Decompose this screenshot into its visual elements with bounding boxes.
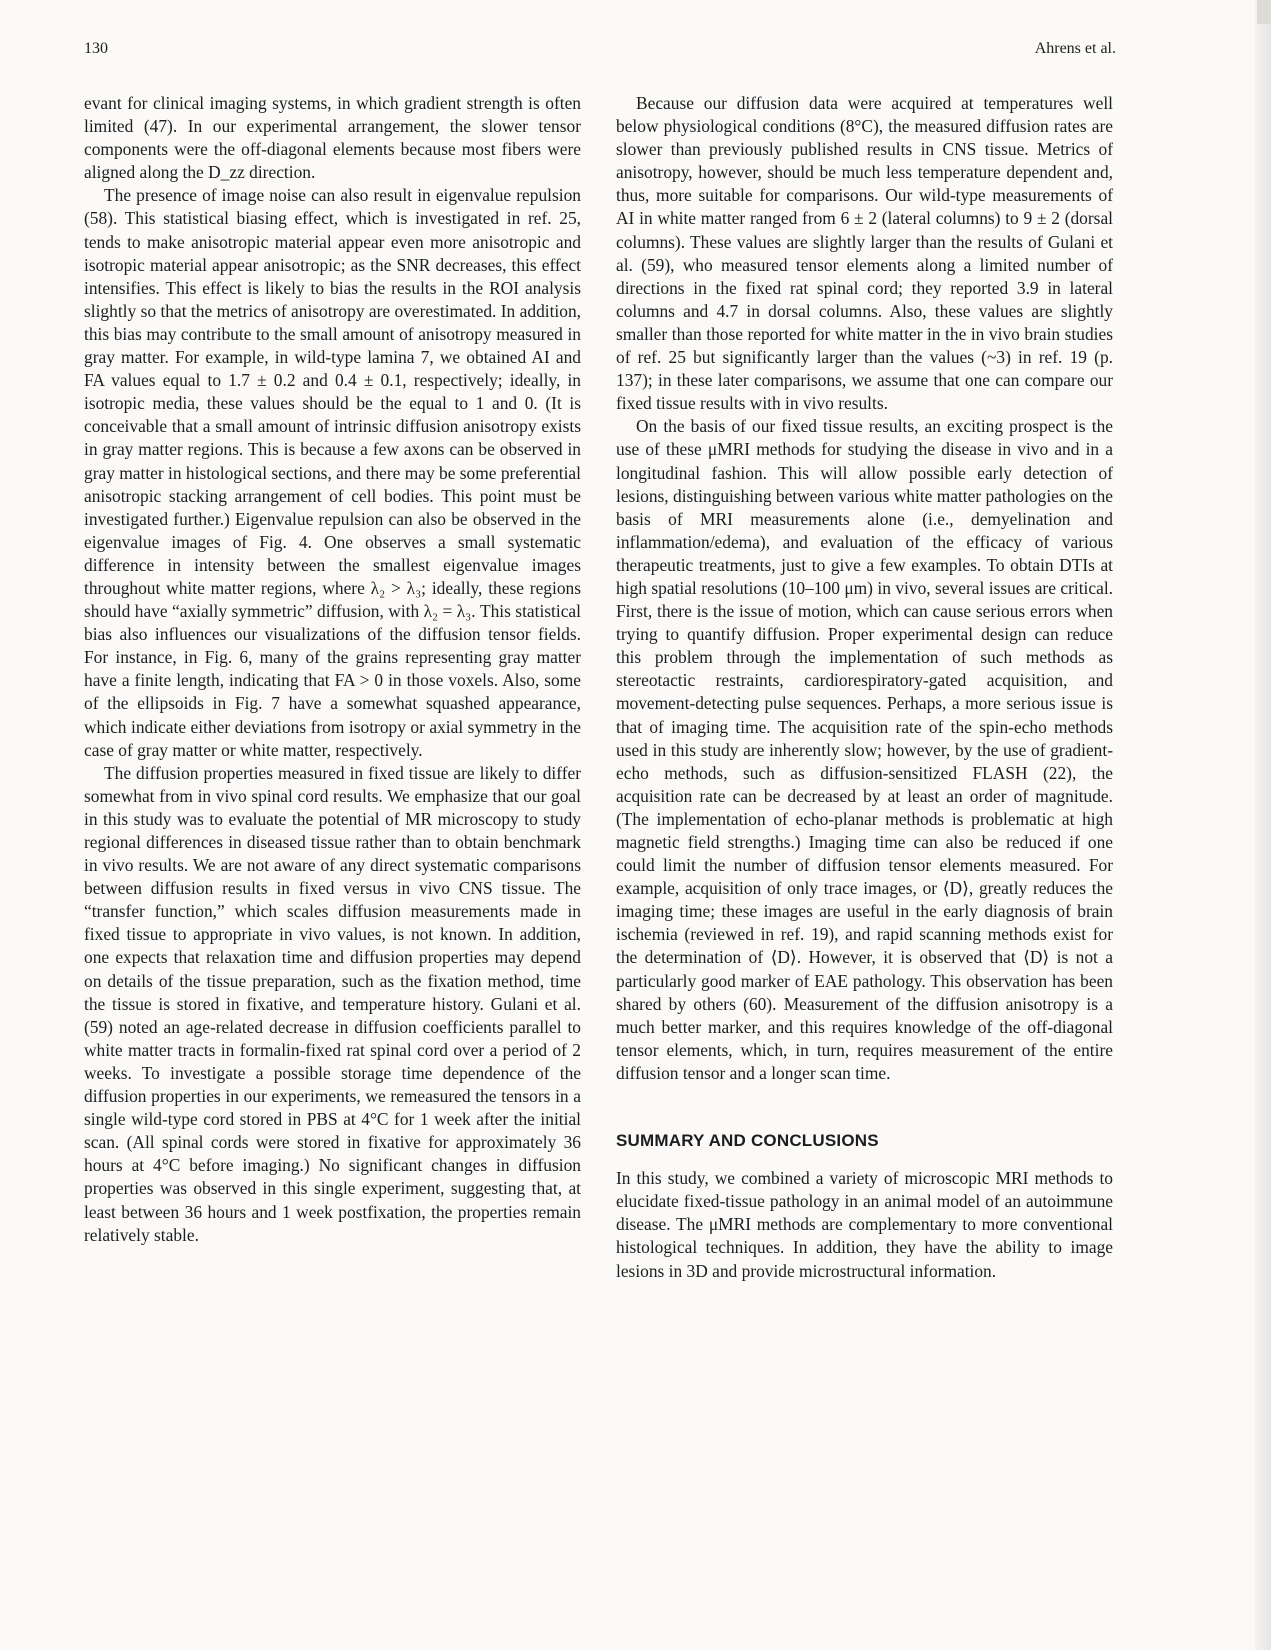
- running-head: Ahrens et al.: [1034, 40, 1116, 57]
- page-number: 130: [84, 40, 108, 57]
- paragraph: The diffusion properties measured in fixed tissue are likely to differ somewhat from in vivo spinal cord results. We emphasize that our goal in this study was to evaluate the potential of MR microscopy to study regional differences in diseased tissue rather than to obtain benchmark in vivo results. We are not aware of any direct systematic comparisons between diffusion results in fixed versus in vivo CNS tissue. The “transfer function,” which scales diffusion measurements made in fixed tissue to appropriate in vivo values, is not known. In addition, one expects that relaxation time and diffusion properties may depend on details of the tissue preparation, such as the fixation method, time the tissue is stored in fixative, and temperature history. Gulani et al. (59) noted an age-related decrease in diffusion coefficients parallel to white matter tracts in formalin-fixed rat spinal cord over a period of 2 weeks. To investigate a possible storage time dependence of the diffusion properties in our experiments, we remeasured the tensors in a single wild-type cord stored in PBS at 4°C for 1 week after the initial scan. (All spinal cords were stored in fixative for approximately 36 hours at 4°C before imaging.) No significant changes in diffusion properties was observed in this single experiment, suggesting that, at least between 36 hours and 1 week postfixation, the properties remain relatively stable.: [84, 762, 581, 1245]
- paragraph: On the basis of our fixed tissue results, an exciting prospect is the use of these μMRI methods for studying the disease in vivo and in a longitudinal fashion. This will allow possible early detection of lesions, distinguishing between various white matter pathologies on the basis of MRI measurements alone (i.e., demyelination and inflammation/edema), and evaluation of the efficacy of various therapeutic treatments, just to give a few examples. To obtain DTIs at high spatial resolutions (10–100 μm) in vivo, several issues are critical. First, there is the issue of motion, which can cause serious errors when trying to quantify diffusion. Proper experimental design can reduce this problem through the implementation of such methods as stereotactic restraints, cardiorespiratory-gated acquisition, and movement-detecting pulse sequences. Perhaps, a more serious issue is that of imaging time. The acquisition rate of the spin-echo methods used in this study are inherently slow; however, by the use of gradient-echo methods, such as diffusion-sensitized FLASH (22), the acquisition rate can be decreased by at least an order of magnitude. (The implementation of echo-planar methods is problematic at high magnetic field strengths.) Imaging time can also be reduced if one could limit the number of diffusion tensor elements measured. For example, acquisition of only trace images, or ⟨D⟩, greatly reduces the imaging time; these images are useful in the early diagnosis of brain ischemia (reviewed in ref. 19), and rapid scanning methods exist for the determination of ⟨D⟩. However, it is observed that ⟨D⟩ is not a particularly good marker of EAE pathology. This observation has been shared by others (60). Measurement of the diffusion anisotropy is a much better marker, and this requires knowledge of the off-diagonal tensor elements, which, in turn, requires measurement of the entire diffusion tensor and a longer scan time.: [616, 416, 1114, 1083]
- summary-paragraph: In this study, we combined a variety of microscopic MRI methods to elucidate fixed-tissue pathology in an animal model of an autoimmune disease. The μMRI methods are complementary to more conventional histological techniques. In addition, they have the ability to image lesions in 3D and provide microstructural information.: [616, 1168, 1113, 1281]
- left-column: [84, 92, 581, 1247]
- paragraph: evant for clinical imaging systems, in which gradient strength is often limited (47). In our experimental arrangement, the slower tensor components were the off-diagonal elements because most fibers were aligned along the D_zz direction.: [84, 93, 581, 183]
- page-edge-notch: [1257, 0, 1271, 24]
- paragraph: The presence of image noise can also result in eigenvalue repulsion (58). This statistical biasing effect, which is investigated in ref. 25, tends to make anisotropic material appear even more anisotropic and isotropic material appear anisotropic; as the SNR decreases, this effect intensifies. This effect is likely to bias the results in the ROI analysis slightly so that the metrics of anisotropy are overestimated. In addition, this bias may contribute to the small amount of anisotropy measured in gray matter. For example, in wild-type lamina 7, we obtained AI and FA values equal to 1.7 ± 0.2 and 0.4 ± 0.1, respectively; ideally, in isotropic media, these values should be the equal to 1 and 0. (It is conceivable that a small amount of intrinsic diffusion anisotropy exists in gray matter regions. This is because a few axons can be observed in gray matter in histological sections, and there may be some preferential anisotropic stacking arrangement of cell bodies. This point must be investigated further.) Eigenvalue repulsion can also be observed in the eigenvalue images of Fig. 4. One observes a small systematic difference in intensity between the smallest eigenvalue images throughout white matter regions, where λ₂ > λ₃; ideally, these regions should have “axially symmetric” diffusion, with λ₂ = λ₃. This statistical bias also influences our visualizations of the diffusion tensor fields. For instance, in Fig. 6, many of the grains representing gray matter have a finite length, indicating that FA > 0 in those voxels. Also, some of the ellipsoids in Fig. 7 have a somewhat squashed appearance, which indicate either deviations from isotropy or axial symmetry in the case of gray matter or white matter, respectively.: [84, 185, 581, 760]
- section-heading: SUMMARY AND CONCLUSIONS: [616, 1131, 879, 1151]
- page-edge-shadow: [1255, 0, 1271, 1650]
- right-column: [616, 92, 1113, 1283]
- paragraph: Because our diffusion data were acquired at temperatures well below physiological conditions (8°C), the measured diffusion rates are slower than previously published results in CNS tissue. Metrics of anisotropy, however, should be much less temperature dependent and, thus, more suitable for comparisons. Our wild-type measurements of AI in white matter ranged from 6 ± 2 (lateral columns) to 9 ± 2 (dorsal columns). These values are slightly larger than the results of Gulani et al. (59), who measured tensor elements along a limited number of directions in the fixed rat spinal cord; they reported 3.9 in lateral columns and 4.7 in dorsal columns. Also, these values are slightly smaller than those reported for white matter in the in vivo brain studies of ref. 25 but significantly larger than the values (~3) in ref. 19 (p. 137); in these later comparisons, we assume that one can compare our fixed tissue results with in vivo results.: [616, 93, 1113, 414]
